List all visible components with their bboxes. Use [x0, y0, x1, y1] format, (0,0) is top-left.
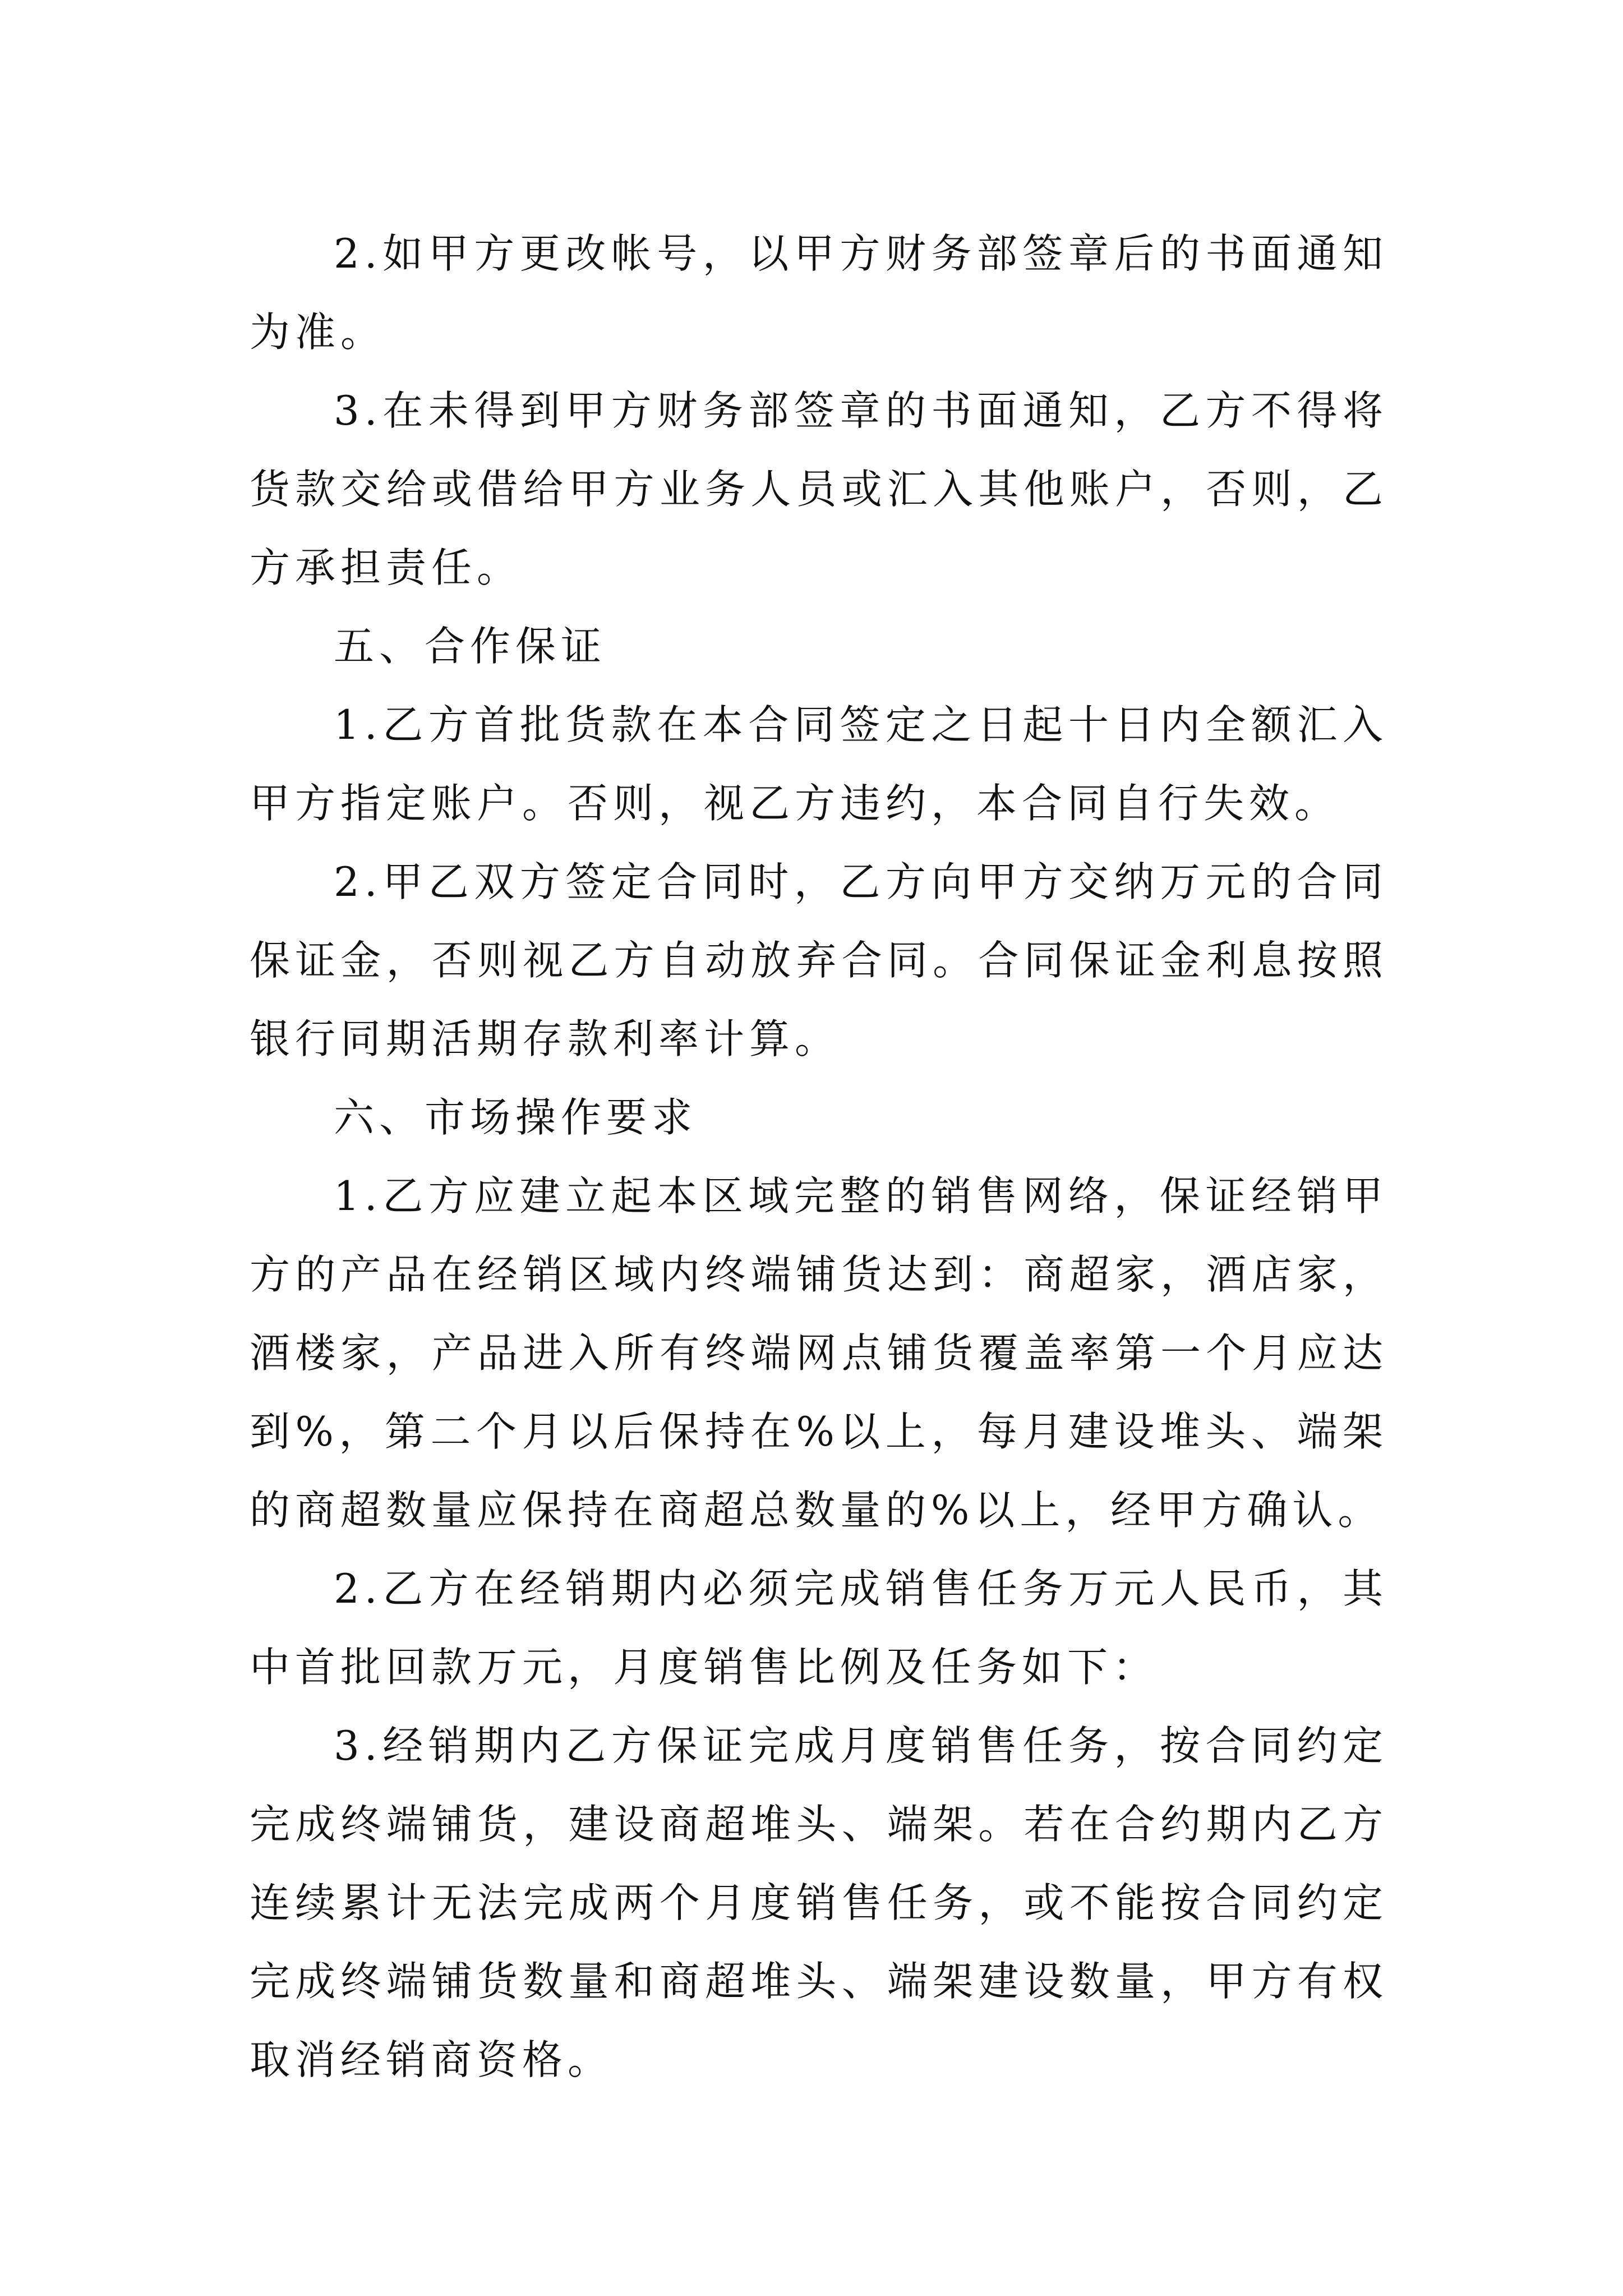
- paragraph-sales-network: 1.乙方应建立起本区域完整的销售网络，保证经销甲方的产品在经销区域内终端铺货达到：商超家，酒店家，酒楼家，产品进入所有终端网点铺货覆盖率第一个月应达到%，第二个月以后保持在%以上，每月建设堆头、端架的商超数量应保持在商超总数量的%以上，经甲方确认。: [250, 1172, 1388, 1534]
- paragraph-payment-restriction: 3.在未得到甲方财务部签章的书面通知，乙方不得将货款交给或借给甲方业务人员或汇入其他账户，否则，乙方承担责任。: [250, 387, 1388, 591]
- paragraph-monthly-task-guarantee: 3.经销期内乙方保证完成月度销售任务，按合同约定完成终端铺货，建设商超堆头、端架。若在合约期内乙方连续累计无法完成两个月度销售任务，或不能按合同约定完成终端铺货数量和商超堆头、端架建设数量，甲方有权取消经销商资格。: [250, 1722, 1388, 2083]
- section-heading-market-operation: 六、市场操作要求: [334, 1094, 698, 1141]
- document-body: [250, 214, 1388, 2099]
- paragraph-sales-target: 2.乙方在经销期内必须完成销售任务万元人民币，其中首批回款万元，月度销售比例及任务如下：: [250, 1565, 1388, 1691]
- paragraph-account-change-notice: 2.如甲方更改帐号，以甲方财务部签章后的书面通知为准。: [250, 230, 1388, 356]
- paragraph-first-payment: 1.乙方首批货款在本合同签定之日起十日内全额汇入甲方指定账户。否则，视乙方违约，本合同自行失效。: [250, 701, 1388, 827]
- paragraph-contract-deposit: 2.甲乙双方签定合同时，乙方向甲方交纳万元的合同保证金，否则视乙方自动放弃合同。合同保证金利息按照银行同期活期存款利率计算。: [250, 858, 1388, 1062]
- section-heading-cooperation-guarantee: 五、合作保证: [334, 623, 607, 670]
